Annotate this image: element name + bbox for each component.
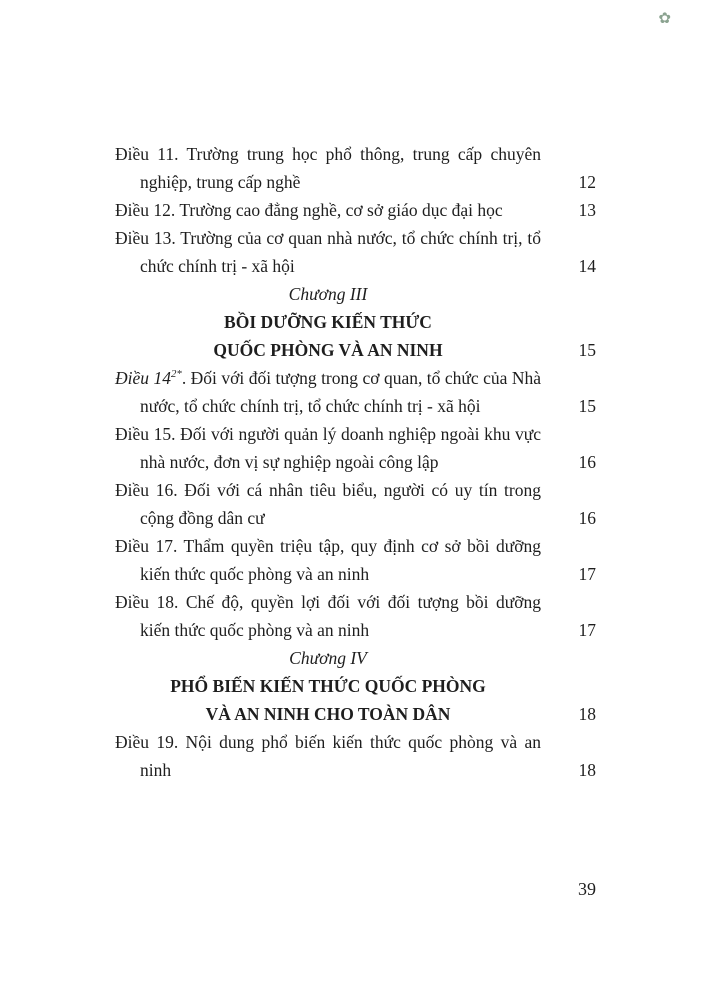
- toc-entry-page: 17: [578, 620, 596, 640]
- flower-ornament-icon: ✿: [658, 9, 671, 27]
- article-footnote-marker: 2*: [170, 368, 182, 381]
- toc-entry: [115, 364, 596, 420]
- toc-entry-page: 16: [578, 452, 596, 472]
- toc-entry-page: 18: [578, 760, 596, 780]
- page-number: 39: [578, 879, 596, 899]
- chapter-heading: [115, 280, 596, 364]
- chapter-heading-text: [115, 644, 541, 728]
- chapter-heading-text: [115, 280, 541, 364]
- toc-entry-text: Điều 11. Trường trung học phổ thông, trung cấp chuyên nghiệp, trung cấp nghề: [115, 144, 541, 192]
- chapter-title-line: PHỔ BIẾN KIẾN THỨC QUỐC PHÒNG: [170, 676, 486, 696]
- toc-entry-page: 17: [578, 564, 596, 584]
- toc-entry-page: 13: [578, 200, 596, 220]
- toc-entry-page: 14: [578, 256, 596, 276]
- toc-entry: [115, 728, 596, 784]
- toc-entry-page: 12: [578, 172, 596, 192]
- toc-entry-text: Điều 13. Trường của cơ quan nhà nước, tổ chức chính trị, tổ chức chính trị - xã hội: [115, 228, 541, 276]
- toc-entry-text: Điều 19. Nội dung phổ biến kiến thức quốc phòng và an ninh: [115, 732, 541, 780]
- article-title-rest: . Đối với đối tượng trong cơ quan, tổ chức của Nhà nước, tổ chức chính trị, tổ chức chính trị - xã hội: [140, 368, 541, 416]
- chapter-title-line: QUỐC PHÒNG VÀ AN NINH: [213, 340, 443, 360]
- chapter-label: Chương III: [288, 284, 368, 304]
- toc-entry-page: 16: [578, 508, 596, 528]
- chapter-heading: [115, 644, 596, 728]
- toc-entry: [115, 476, 596, 532]
- chapter-page: 18: [578, 704, 596, 724]
- chapter-label: Chương IV: [289, 648, 367, 668]
- toc-entry-text: Điều 16. Đối với cá nhân tiêu biểu, người có uy tín trong cộng đồng dân cư: [115, 480, 541, 528]
- toc-entry: [115, 532, 596, 588]
- toc-entry: [115, 140, 596, 196]
- toc-entry-text: Điều 18. Chế độ, quyền lợi đối với đối tượng bồi dưỡng kiến thức quốc phòng và an ninh: [115, 592, 541, 640]
- article-number-italic: Điều 14: [115, 368, 171, 388]
- toc-entry: [115, 588, 596, 644]
- toc-entry-text: Điều 17. Thẩm quyền triệu tập, quy định cơ sở bồi dưỡng kiến thức quốc phòng và an ninh: [115, 536, 541, 584]
- toc-entry-text: Điều 15. Đối với người quản lý doanh nghiệp ngoài khu vực nhà nước, đơn vị sự nghiệp ngoài công lập: [115, 424, 541, 472]
- table-of-contents: [115, 140, 596, 784]
- chapter-title-line: BỒI DƯỠNG KIẾN THỨC: [224, 312, 432, 332]
- toc-entry: [115, 196, 596, 224]
- toc-entry: [115, 420, 596, 476]
- toc-entry-text: [115, 364, 541, 420]
- chapter-page: 15: [578, 340, 596, 360]
- toc-entry-page: 15: [578, 396, 596, 416]
- chapter-title-line: VÀ AN NINH CHO TOÀN DÂN: [205, 704, 451, 724]
- toc-entry: [115, 224, 596, 280]
- toc-entry-text: Điều 12. Trường cao đẳng nghề, cơ sở giáo dục đại học: [115, 200, 503, 220]
